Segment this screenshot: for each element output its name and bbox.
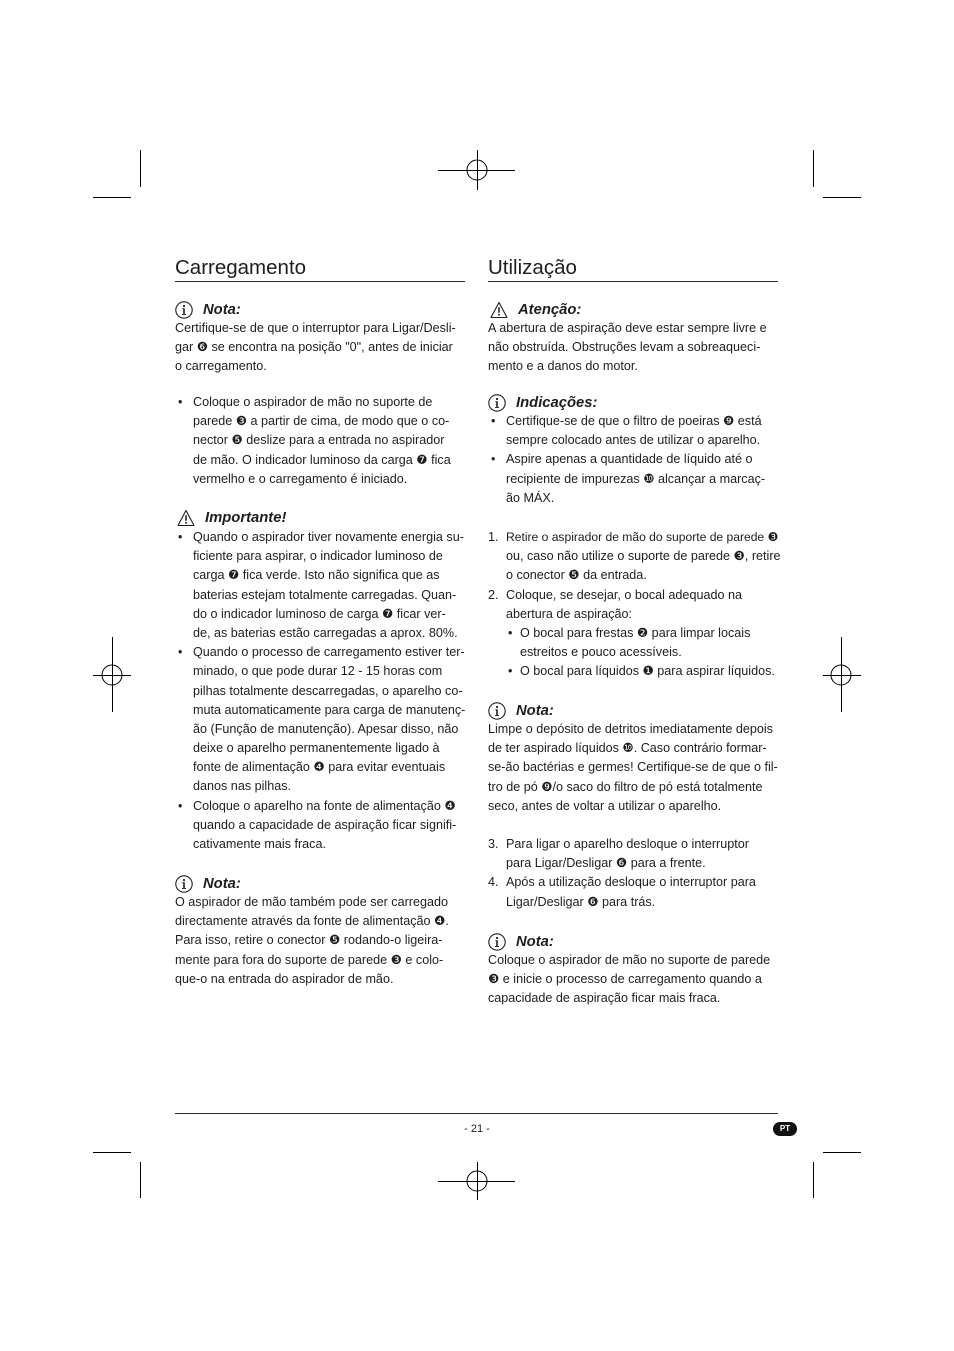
list-item bbox=[488, 450, 778, 508]
text-line: recipiente de impurezas ❿ alcançar a marcaç- bbox=[506, 471, 766, 486]
text-line: o conector ❺ da entrada. bbox=[506, 568, 647, 583]
charging-steps bbox=[175, 393, 465, 489]
note-heading bbox=[175, 874, 465, 894]
bullet: • bbox=[508, 625, 513, 640]
heading-rule bbox=[488, 281, 778, 282]
bullet: • bbox=[491, 452, 496, 467]
indications-title: Indicações: bbox=[516, 395, 598, 411]
bullet: • bbox=[178, 395, 183, 409]
text-line: Certifique-se de que o filtro de poeiras ❾ está bbox=[506, 414, 762, 428]
warning-icon bbox=[177, 509, 195, 527]
indications-heading bbox=[488, 393, 778, 413]
text-line: o carregamento. bbox=[175, 359, 267, 374]
text-line: ❸ e inicie o processo de carregamento quando a bbox=[488, 972, 762, 987]
step-text bbox=[506, 873, 778, 911]
list-item bbox=[488, 412, 778, 450]
attention-title: Atenção: bbox=[518, 302, 582, 318]
text-line: Aspire apenas a quantidade de líquido até o bbox=[506, 452, 753, 467]
text-line: Certifique-se de que o interruptor para Ligar/Desli- bbox=[175, 321, 456, 335]
list-item-text bbox=[193, 643, 465, 797]
step-text bbox=[506, 528, 781, 586]
text-line: Quando o processo de carregamento estiver ter- bbox=[193, 645, 465, 660]
list-item-text bbox=[520, 662, 778, 681]
text-line: vermelho e o carregamento é iniciado. bbox=[193, 471, 408, 486]
step-number: 3. bbox=[488, 837, 499, 851]
text-line: se-ão bactérias e germes! Certifique-se de que o fil- bbox=[488, 760, 778, 775]
list-item bbox=[506, 662, 778, 681]
text-line: abertura de aspiração: bbox=[506, 606, 633, 621]
crop-mark-bottom-left bbox=[93, 1153, 141, 1199]
text-line: tro de pó ❾/o saco do filtro de pó está totalmente bbox=[488, 779, 763, 794]
text-line: Coloque o aparelho na fonte de alimentação ❹ bbox=[193, 798, 456, 813]
step-number: 2. bbox=[488, 587, 499, 602]
bullet: • bbox=[178, 645, 183, 660]
heading-rule bbox=[175, 281, 465, 282]
step-item bbox=[488, 586, 778, 682]
text-line: gar ❻ se encontra na posição "0", antes de iniciar bbox=[175, 340, 453, 355]
text-line: para Ligar/Desligar ❻ para a frente. bbox=[506, 856, 706, 871]
text-line: mente para fora do suporte de parede ❸ e colo- bbox=[175, 952, 444, 967]
step-text bbox=[506, 835, 778, 873]
text-line: capacidade de aspiração ficar mais fraca. bbox=[488, 991, 721, 1006]
text-line: Para ligar o aparelho desloque o interruptor bbox=[506, 837, 749, 851]
important-heading bbox=[175, 508, 465, 528]
text-line: ão MÁX. bbox=[506, 490, 555, 505]
text-line: Após a utilização desloque o interruptor para bbox=[506, 875, 756, 890]
list-item-text bbox=[506, 412, 778, 450]
note-text bbox=[175, 893, 465, 989]
note-text bbox=[488, 951, 778, 1009]
text-line: estreitos e pouco acessíveis. bbox=[520, 645, 682, 660]
crop-mark-top-left bbox=[93, 150, 141, 198]
step-item bbox=[488, 835, 778, 873]
bullet: • bbox=[178, 798, 183, 813]
text-line: Retire o aspirador de mão do suporte de parede ❸ bbox=[506, 530, 779, 544]
list-item-text bbox=[520, 624, 778, 662]
section-heading-utilizacao: Utilização bbox=[488, 256, 577, 279]
text-line: de ter aspirado líquidos ❿. Caso contrário formar- bbox=[488, 741, 767, 756]
text-line: ão (Função de manutenção). Apesar disso, não bbox=[193, 721, 459, 736]
text-line: O bocal para frestas ❷ para limpar locais bbox=[520, 625, 751, 640]
step-number: 4. bbox=[488, 875, 499, 890]
text-line: nector ❺ deslize para a entrada no aspirador bbox=[193, 433, 445, 448]
list-item bbox=[175, 643, 465, 797]
note-heading bbox=[488, 932, 778, 952]
list-item bbox=[175, 797, 465, 855]
note-title: Nota: bbox=[203, 302, 241, 318]
section-heading-carregamento: Carregamento bbox=[175, 256, 307, 279]
text-line: Para isso, retire o conector ❺ rodando-o ligeira- bbox=[175, 933, 443, 948]
text-line: pilhas totalmente descarregadas, o aparelho co- bbox=[193, 683, 463, 698]
step-item bbox=[488, 873, 778, 911]
attention-text bbox=[488, 319, 778, 377]
important-list bbox=[175, 528, 465, 854]
step-number: 1. bbox=[488, 530, 499, 544]
list-item-text bbox=[506, 450, 778, 508]
bullet: • bbox=[491, 414, 496, 428]
text-line: ou, caso não utilize o suporte de parede ❸, retire bbox=[506, 549, 781, 564]
indications-list bbox=[488, 412, 778, 508]
text-line: mento e a danos do motor. bbox=[488, 359, 638, 374]
warning-icon bbox=[490, 301, 508, 319]
list-item bbox=[506, 624, 778, 662]
text-line: do o indicador luminoso de carga ❼ ficar ver- bbox=[193, 606, 446, 621]
text-line: O aspirador de mão também pode ser carregado bbox=[175, 895, 449, 909]
text-line: cativamente mais fraca. bbox=[193, 837, 326, 851]
text-line: Coloque, se desejar, o bocal adequado na bbox=[506, 587, 742, 602]
note-title: Nota: bbox=[516, 934, 554, 950]
registration-mark-right bbox=[823, 637, 861, 712]
note-heading bbox=[175, 300, 465, 320]
text-line: parede ❸ a partir de cima, de modo que o co- bbox=[193, 414, 450, 429]
text-line: A abertura de aspiração deve estar sempre livre e bbox=[488, 321, 767, 335]
text-line: Ligar/Desligar ❻ para trás. bbox=[506, 894, 656, 909]
text-line: Coloque o aspirador de mão no suporte de bbox=[193, 395, 433, 409]
text-line: não obstruída. Obstruções levam a sobreaqueci- bbox=[488, 340, 761, 355]
text-line: deixe o aparelho permanentemente ligado à bbox=[193, 741, 440, 756]
info-icon bbox=[175, 301, 193, 319]
text-line: baterias estejam totalmente carregadas. Quan- bbox=[193, 587, 457, 602]
text-line: directamente através da fonte de alimentação ❹. bbox=[175, 914, 449, 929]
registration-mark-bottom bbox=[438, 1162, 515, 1200]
page-number: - 21 - bbox=[464, 1123, 490, 1135]
registration-mark-left bbox=[93, 637, 131, 712]
text-line: que-o na entrada do aspirador de mão. bbox=[175, 971, 394, 986]
nozzle-options bbox=[506, 624, 778, 682]
attention-heading bbox=[488, 300, 778, 320]
text-line: de, as baterias estão carregadas a aprox. 80%. bbox=[193, 625, 458, 640]
text-line: quando a capacidade de aspiração ficar signifi- bbox=[193, 817, 457, 832]
text-line: seco, antes de voltar a utilizar o aparelho. bbox=[488, 798, 722, 813]
note-title: Nota: bbox=[516, 703, 554, 719]
important-title: Importante! bbox=[205, 510, 287, 526]
step-item bbox=[488, 528, 781, 586]
footer-rule bbox=[175, 1113, 778, 1114]
text-line: de mão. O indicador luminoso da carga ❼ fica bbox=[193, 452, 451, 467]
info-icon bbox=[488, 702, 506, 720]
info-icon bbox=[488, 933, 506, 951]
bullet: • bbox=[178, 530, 183, 544]
note-text bbox=[175, 319, 465, 377]
text-line: carga ❼ fica verde. Isto não significa que as bbox=[193, 568, 440, 583]
text-line: sempre colocado antes de utilizar o aparelho. bbox=[506, 433, 761, 448]
info-icon bbox=[175, 875, 193, 893]
text-line: Coloque o aspirador de mão no suporte de parede bbox=[488, 953, 771, 967]
list-item bbox=[175, 528, 465, 643]
note-text bbox=[488, 720, 778, 816]
crop-mark-top-right bbox=[814, 150, 862, 198]
text-line: fonte de alimentação ❹ para evitar eventuais bbox=[193, 760, 446, 775]
step-text bbox=[506, 586, 778, 624]
list-item-text bbox=[193, 797, 465, 855]
text-line: Limpe o depósito de detritos imediatamente depois bbox=[488, 722, 773, 736]
note-heading bbox=[488, 701, 778, 721]
text-line: ficiente para aspirar, o indicador luminoso de bbox=[193, 549, 443, 564]
text-line: O bocal para líquidos ❶ para aspirar líquidos. bbox=[520, 664, 775, 679]
text-line: minado, o que pode durar 12 - 15 horas com bbox=[193, 664, 443, 679]
text-line: muta automaticamente para carga de manutenç- bbox=[193, 702, 466, 717]
usage-steps bbox=[488, 528, 781, 682]
list-item-text bbox=[193, 393, 465, 489]
usage-steps bbox=[488, 835, 778, 912]
language-badge: PT bbox=[773, 1122, 797, 1136]
text-line: danos nas pilhas. bbox=[193, 779, 292, 794]
bullet: • bbox=[508, 664, 513, 679]
crop-mark-bottom-right bbox=[814, 1153, 862, 1199]
list-item-text bbox=[193, 528, 465, 643]
note-title: Nota: bbox=[203, 876, 241, 892]
registration-mark-top bbox=[438, 150, 515, 190]
info-icon bbox=[488, 394, 506, 412]
text-line: Quando o aspirador tiver novamente energia su- bbox=[193, 530, 464, 544]
list-item bbox=[175, 393, 465, 489]
